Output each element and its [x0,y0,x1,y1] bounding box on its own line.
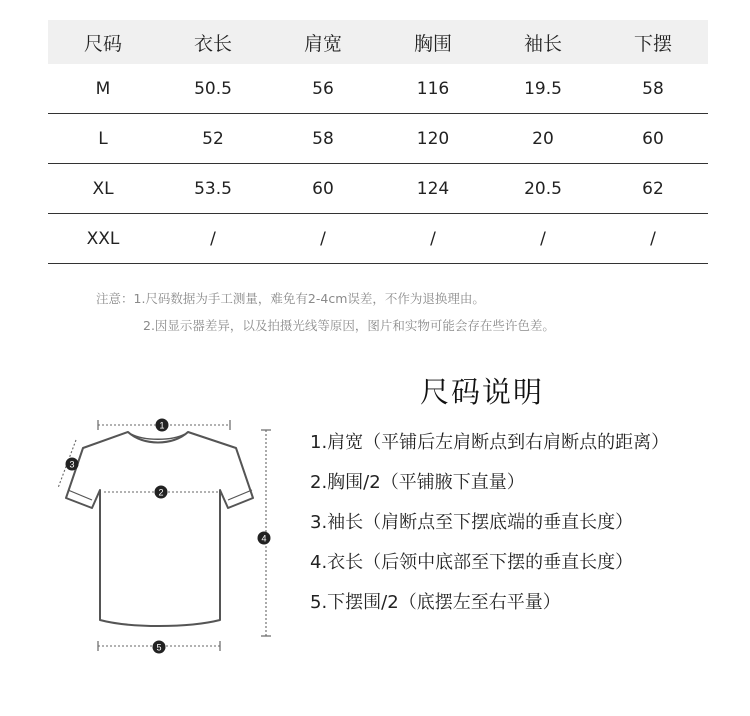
table-cell: 58 [598,64,708,114]
table-row [48,64,708,114]
table-cell: 53.5 [158,164,268,214]
measure-ticks [98,420,271,651]
measure-lines [58,425,266,646]
tshirt-diagram [48,410,278,660]
table-cell: 56 [268,64,378,114]
guide-title: 尺码说明 [420,375,545,409]
table-row [48,164,708,214]
svg-text:2: 2 [158,487,164,498]
guide-item: 3.袖长（肩断点至下摆底端的垂直长度） [310,512,634,533]
table-cell: 116 [378,64,488,114]
marker-2 [155,486,168,499]
table-cell: 60 [268,164,378,214]
svg-text:1: 1 [159,420,165,431]
table-cell: 58 [268,114,378,164]
table-cell: 52 [158,114,268,164]
marker-1 [156,419,169,432]
note-line-1: 注意：1.尺码数据为手工测量，难免有2-4cm误差，不作为退换理由。 [96,291,485,306]
svg-text:4: 4 [261,533,267,544]
table-cell: / [598,214,708,264]
header-hem: 下摆 [598,20,708,64]
header-size: 尺码 [48,20,158,64]
table-cell: 50.5 [158,64,268,114]
header-length: 衣长 [158,20,268,64]
table-cell: M [48,64,158,114]
marker-5 [153,641,166,654]
table-cell: / [158,214,268,264]
marker-4 [258,532,271,545]
table-cell: 120 [378,114,488,164]
guide-item: 2.胸围/2（平铺腋下直量） [310,472,525,493]
header-sleeve: 袖长 [488,20,598,64]
guide-item: 4.衣长（后领中底部至下摆的垂直长度） [310,552,634,573]
table-cell: 60 [598,114,708,164]
table-cell: / [488,214,598,264]
table-header-row [48,20,708,64]
svg-text:5: 5 [156,642,162,653]
guide-item: 5.下摆围/2（底摆左至右平量） [310,592,561,613]
table-cell: XL [48,164,158,214]
note-line-2: 2.因显示器差异，以及拍摄光线等原因，图片和实物可能会存在些许色差。 [143,318,555,333]
table-cell: 19.5 [488,64,598,114]
table-cell: 62 [598,164,708,214]
table-cell: 124 [378,164,488,214]
size-table [48,20,708,264]
header-shoulder: 肩宽 [268,20,378,64]
table-cell: / [268,214,378,264]
table-cell: / [378,214,488,264]
table-row [48,114,708,164]
svg-text:3: 3 [69,459,75,470]
table-row [48,214,708,264]
table-cell: 20 [488,114,598,164]
tshirt-outline [66,432,253,626]
table-cell: 20.5 [488,164,598,214]
table-cell: XXL [48,214,158,264]
table-cell: L [48,114,158,164]
marker-3 [66,458,79,471]
guide-list [310,430,669,630]
header-chest: 胸围 [378,20,488,64]
guide-item: 1.肩宽（平铺后左肩断点到右肩断点的距离） [310,432,670,453]
